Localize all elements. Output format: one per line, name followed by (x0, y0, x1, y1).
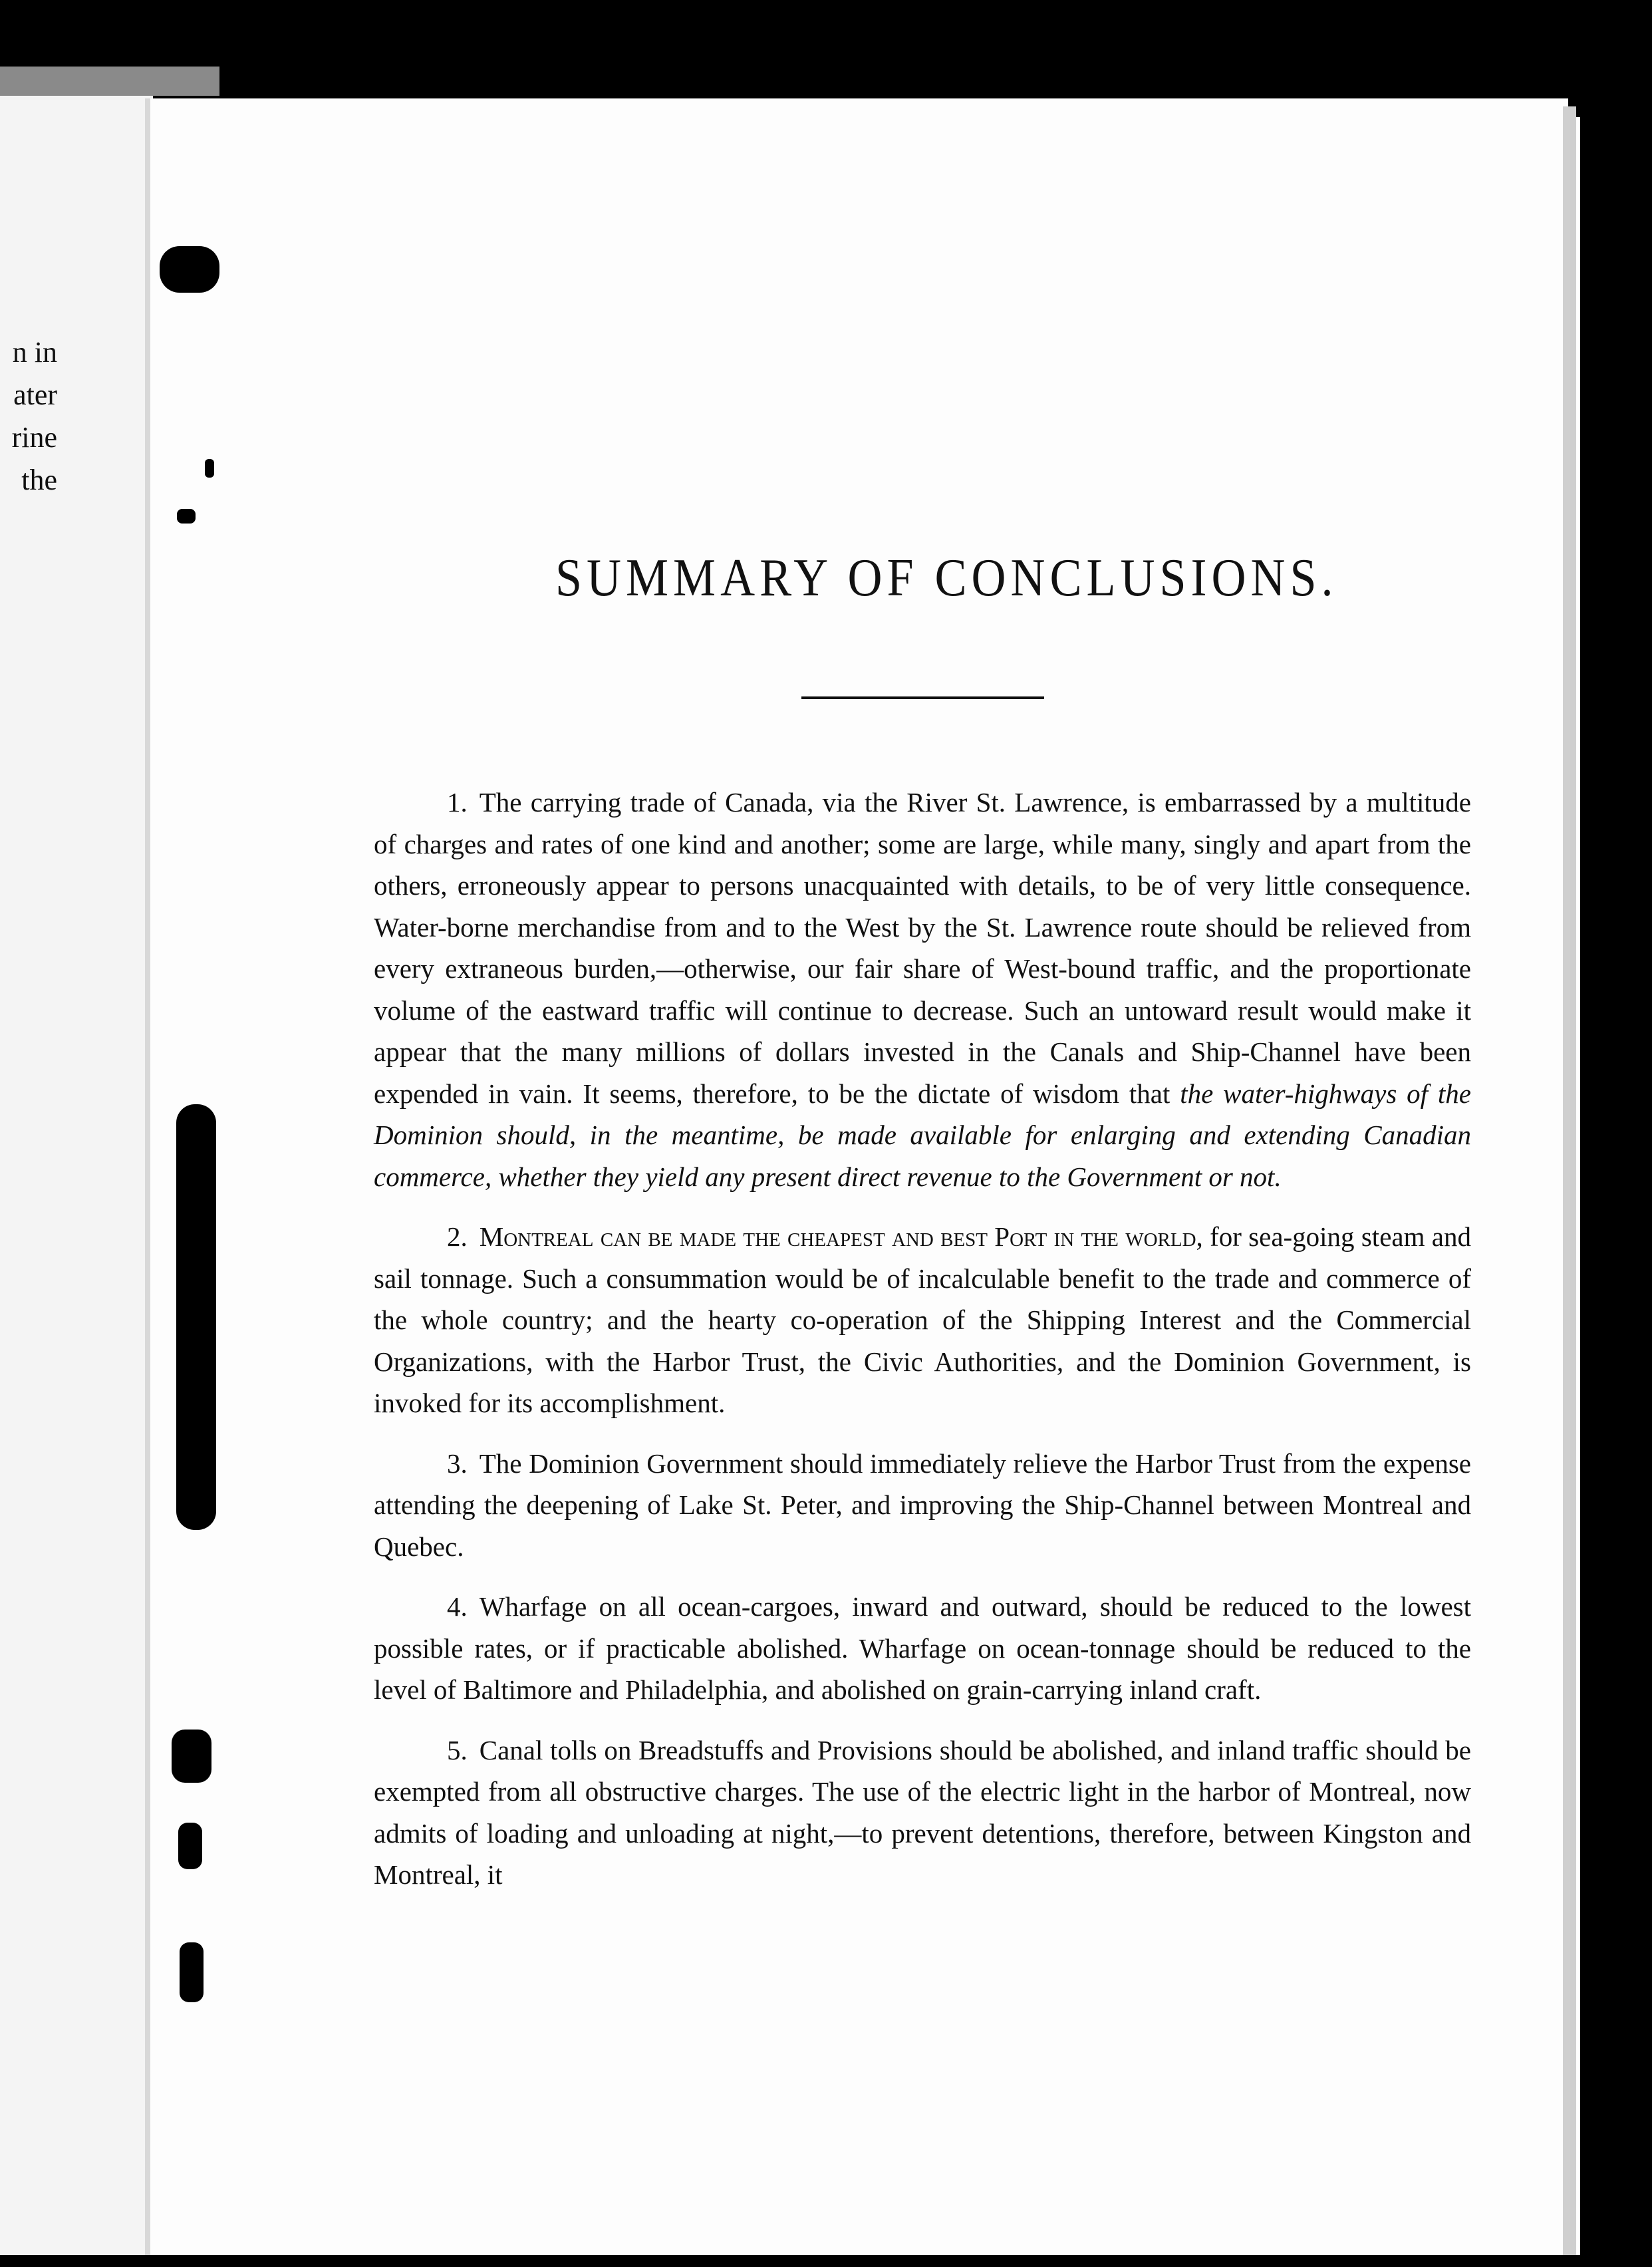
conclusion-number: 4. (447, 1591, 468, 1622)
page-title: SUMMARY OF CONCLUSIONS. (555, 547, 1338, 607)
conclusion-3 (374, 1443, 1471, 1568)
conclusion-number: 1. (447, 787, 468, 818)
conclusion-text: The carrying trade of Canada, via the River St. Lawrence, is embarrassed by a multitude of charges and rates of one kind and another; some are large, while many, singly and apart from the others, erroneously appear to persons unacquainted with details, to be of very little consequence. Water-borne merchandise from and to the West by the St. Lawrence route should be relieved from every extraneous burden,—otherwise, our fair share of West-bound traffic, and the proportionate volume of the eastward traffic will continue to decrease. Such an untoward result would make it appear that the many millions of dollars invested in the Canals and Ship-Channel have been expended in vain. It seems, therefore, to be the dictate of wisdom that (374, 787, 1471, 1109)
facing-page-line: rine (11, 421, 57, 454)
gutter-blot (172, 1730, 211, 1783)
conclusion-2 (374, 1216, 1471, 1424)
page-shadow (1563, 106, 1576, 2255)
gutter-blot (178, 1823, 202, 1869)
conclusion-number: 3. (447, 1447, 468, 1479)
gutter-blot (177, 509, 196, 524)
conclusion-4 (374, 1586, 1471, 1711)
facing-page-line: ater (13, 378, 57, 411)
gutter-blot (176, 1104, 216, 1530)
page-edge (1576, 117, 1580, 2255)
title-rule (801, 696, 1044, 699)
conclusion-text: Wharfage on all ocean-cargoes, inward and outward, should be reduced to the lowest possible rates, or if practicable abolished. Wharfage on ocean-tonnage should be reduced to the level of Baltimore and Philadelphia, and abolished on grain-carrying inland craft. (374, 1591, 1471, 1705)
facing-page-text (0, 331, 57, 502)
conclusion-text: The Dominion Government should immediately relieve the Harbor Trust from the expense attending the deepening of Lake St. Peter, and improving the Ship-Channel between Montreal and Quebec. (374, 1447, 1471, 1562)
conclusion-number: 5. (447, 1734, 468, 1765)
conclusion-lead: Montreal can be made the cheapest and best Port in the world, (479, 1221, 1203, 1252)
gutter-blot (205, 459, 214, 478)
facing-page-line: n in (12, 336, 57, 369)
conclusion-text: for sea-going steam and sail tonnage. Such a consummation would be of incalculable benefit to the trade and commerce of the whole country; and the hearty co-operation of the Shipping Interest and the Commercial Organizations, with the Harbor Trust, the Civic Authorities, and the Dominion Government, is invoked for its accomplishment. (374, 1221, 1471, 1418)
conclusion-5 (374, 1730, 1471, 1896)
facing-page-line: the (21, 464, 57, 496)
conclusion-text: Canal tolls on Breadstuffs and Provisions should be abolished, and inland traffic should be exempted from all obstructive charges. The use of the electric light in the harbor of Montreal, now admits of loading and unloading at night,—to prevent detentions, therefore, between Kingston and Montreal, it (374, 1734, 1471, 1890)
conclusion-number: 2. (447, 1221, 468, 1252)
gutter-blot (160, 246, 219, 293)
conclusion-italic-text: the water-highways of the Dominion should, in the meantime, be made available for enlarging and extending Canadian commerce, whether they yield any present direct revenue to the Government or not. (374, 1078, 1472, 1192)
conclusions-list (374, 782, 1471, 1914)
gutter-blot (180, 1942, 204, 2002)
conclusion-1 (374, 782, 1471, 1197)
facing-page-edge (0, 67, 219, 96)
